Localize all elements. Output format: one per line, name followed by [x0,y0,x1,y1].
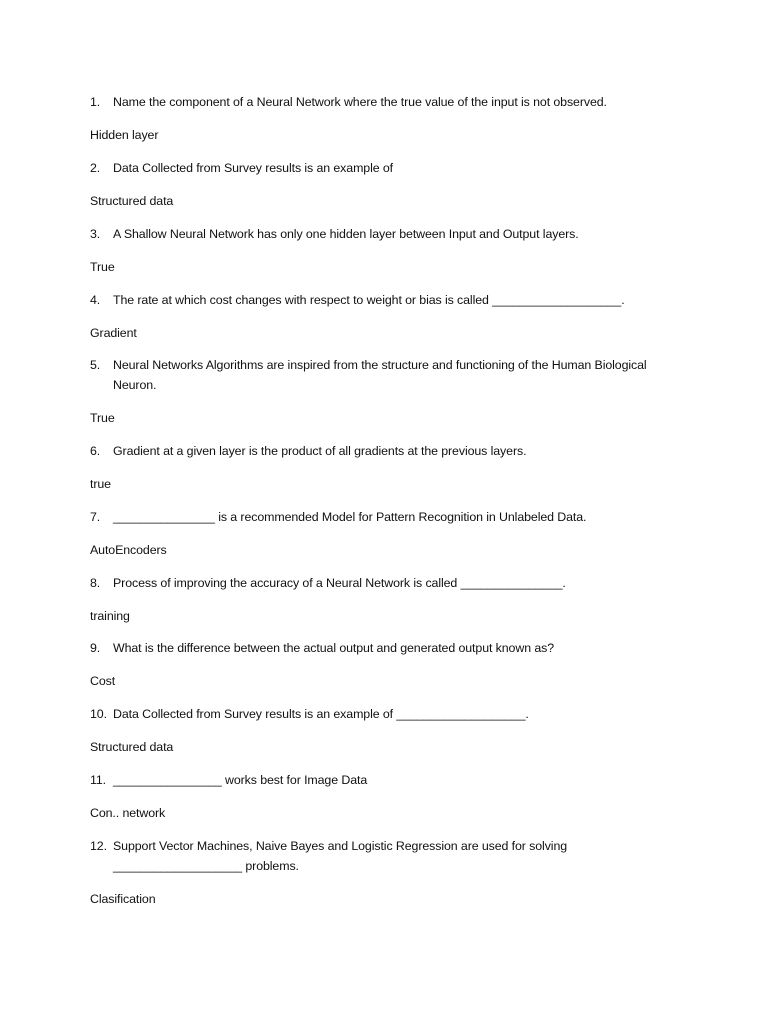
question-number: 9. [90,641,101,655]
answer-9: Cost [90,674,116,688]
question-text: ________________ works best for Image Data [113,773,368,787]
question-number: 8. [90,576,101,590]
question-text: Process of improving the accuracy of a Neural Network is called _______________. [113,576,566,590]
question-text: A Shallow Neural Network has only one hidden layer between Input and Output layers. [113,227,579,241]
question-number: 6. [90,444,101,458]
answer-1: Hidden layer [90,128,159,142]
question-text: The rate at which cost changes with respect to weight or bias is called ___________________. [113,293,625,307]
answer-5: True [90,411,115,425]
question-text: Support Vector Machines, Naive Bayes and Logistic Regression are used for solving ___________________ problems. [113,839,568,873]
question-4 [90,290,713,310]
question-number: 4. [90,293,101,307]
question-number: 2. [90,161,101,175]
question-block-5 [0,355,768,428]
question-block-8 [0,573,768,626]
question-number: 1. [90,95,101,109]
question-number: 12. [90,839,107,853]
question-text: _______________ is a recommended Model for Pattern Recognition in Unlabeled Data. [113,510,587,524]
question-number: 11. [90,773,107,787]
question-number: 7. [90,510,101,524]
question-number: 5. [90,358,101,372]
question-block-6 [0,441,768,494]
answer-10: Structured data [90,740,174,754]
question-block-10 [0,704,768,757]
question-block-7 [0,507,768,560]
question-3 [90,224,713,244]
answer-4: Gradient [90,326,137,340]
question-block-4 [0,290,768,343]
answer-2: Structured data [90,194,174,208]
question-number: 10. [90,707,107,721]
question-text: Name the component of a Neural Network where the true value of the input is not observed. [113,95,607,109]
answer-7: AutoEncoders [90,543,167,557]
question-block-1 [0,92,768,145]
answer-11: Con.. network [90,806,166,820]
question-9 [90,638,713,658]
question-7 [90,507,713,527]
question-10 [90,704,713,724]
answer-6: true [90,477,111,491]
question-text: What is the difference between the actual output and generated output known as? [113,641,555,655]
question-block-11 [0,770,768,823]
answer-8: training [90,609,130,623]
question-text: Data Collected from Survey results is an example of ___________________. [113,707,529,721]
question-number: 3. [90,227,101,241]
question-5 [90,355,693,395]
answer-12: Clasification [90,892,156,906]
question-block-12 [0,836,768,909]
question-text: Gradient at a given layer is the product of all gradients at the previous layers. [113,444,527,458]
question-block-3 [0,224,768,277]
question-text: Neural Networks Algorithms are inspired from the structure and functioning of the Human Biological Neuron. [113,358,647,392]
question-text: Data Collected from Survey results is an example of [113,161,394,175]
question-6 [90,441,713,461]
question-8 [90,573,713,593]
question-12 [90,836,613,876]
question-11 [90,770,713,790]
question-2 [90,158,713,178]
question-1 [90,92,713,112]
question-block-9 [0,638,768,691]
question-block-2 [0,158,768,211]
answer-3: True [90,260,115,274]
